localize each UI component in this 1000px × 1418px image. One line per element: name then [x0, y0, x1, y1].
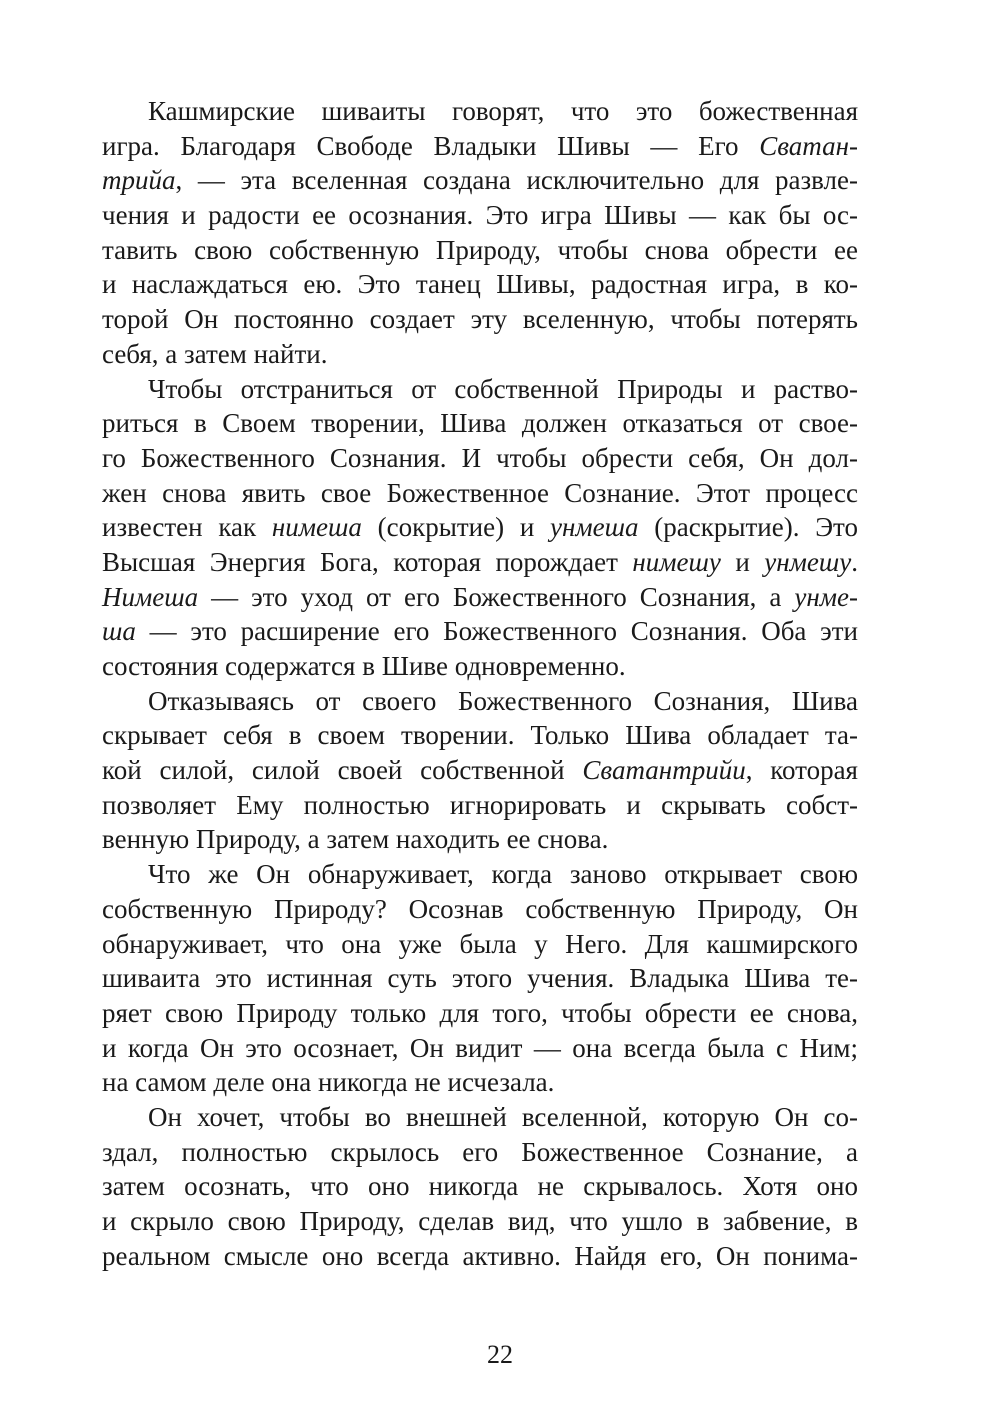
text-line — [102, 1239, 858, 1274]
text-line — [102, 1204, 858, 1239]
text-run: затем осознать, что оно никогда не скрывалось. Хотя оно — [102, 1171, 858, 1202]
text-line — [102, 94, 858, 129]
paragraph — [102, 372, 858, 684]
italic-term: унмешу — [764, 546, 852, 577]
text-line — [102, 267, 858, 302]
text-run: венную Природу, а затем находить ее снова. — [102, 824, 609, 855]
italic-term: унме- — [794, 581, 858, 612]
text-line — [102, 614, 858, 649]
text-run: торой Он постоянно создает эту вселенную, чтобы потерять — [102, 304, 858, 335]
text-line — [102, 580, 858, 615]
text-line — [102, 510, 858, 545]
text-line — [102, 233, 858, 268]
text-run: шиваита это истинная суть этого учения. Владыка Шива те- — [102, 963, 858, 994]
text-line — [102, 372, 858, 407]
text-line — [102, 822, 858, 857]
text-run: ряет свою Природу только для того, чтобы обрести ее снова, — [102, 997, 858, 1028]
text-run: Что же Он обнаруживает, когда заново открывает свою — [148, 859, 858, 890]
text-run: состояния содержатся в Шиве одновременно. — [102, 651, 626, 681]
italic-term: трийа — [102, 165, 176, 196]
text-run: Высшая Энергия Бога, которая порождает — [102, 546, 633, 577]
text-run: здал, полностью скрылось его Божественное Сознание, а — [102, 1136, 858, 1167]
text-line — [102, 753, 858, 788]
italic-term: Сватантрийи — [582, 755, 746, 786]
text-run: — это уход от его Божественного Сознания, а — [198, 581, 795, 612]
text-run: , — эта вселенная создана исключительно для развле- — [175, 165, 858, 196]
text-run: (раскрытие). Это — [638, 512, 858, 543]
text-line — [102, 441, 858, 476]
text-run: го Божественного Сознания. И чтобы обрести себя, Он дол- — [102, 442, 858, 473]
text-run: кой силой, силой своей собственной — [102, 755, 583, 786]
text-run: и — [720, 546, 765, 577]
text-line — [102, 129, 858, 164]
text-run: Отказываясь от своего Божественного Сознания, Шива — [148, 685, 858, 716]
text-line — [102, 1169, 858, 1204]
text-run: риться в Своем творении, Шива должен отказаться от свое- — [102, 408, 858, 439]
italic-term: Сватан- — [759, 130, 858, 161]
text-run: и наслаждаться ею. Это танец Шивы, радостная игра, в ко- — [102, 269, 858, 300]
text-run: и скрыло свою Природу, сделав вид, что ушло в забвение, в — [102, 1206, 858, 1236]
text-line — [102, 857, 858, 892]
text-line — [102, 1100, 858, 1135]
text-run: , которая — [745, 755, 858, 786]
text-run: . — [851, 546, 858, 577]
text-run: себя, а затем найти. — [102, 338, 328, 369]
text-line — [102, 996, 858, 1031]
text-run: реальном смысле оно всегда активно. Найдя его, Он понима- — [102, 1240, 858, 1271]
text-line — [102, 302, 858, 337]
text-line — [102, 337, 858, 372]
page-number: 22 — [487, 1340, 513, 1369]
text-run: жен снова явить свое Божественное Сознание. Этот процесс — [102, 477, 858, 508]
text-line — [102, 788, 858, 823]
text-line — [102, 892, 858, 927]
text-run: тавить свою собственную Природу, чтобы снова обрести ее — [102, 234, 858, 265]
italic-term: Нимеша — [102, 581, 199, 612]
page-body — [102, 94, 858, 1273]
text-line — [102, 649, 858, 684]
text-line — [102, 961, 858, 996]
text-line — [102, 1065, 858, 1100]
italic-term: унмеша — [550, 512, 639, 543]
text-line — [102, 476, 858, 511]
text-run: обнаруживает, что она уже была у Него. Для кашмирского — [102, 928, 858, 959]
text-line — [102, 198, 858, 233]
text-run: Чтобы отстраниться от собственной Природы и раство- — [148, 373, 858, 404]
paragraph — [102, 94, 858, 372]
text-run: — это расширение его Божественного Сознания. Оба эти — [135, 616, 858, 647]
text-run: на самом деле она никогда не исчезала. — [102, 1067, 555, 1098]
paragraph — [102, 857, 858, 1100]
text-run: позволяет Ему полностью игнорировать и скрывать собст- — [102, 789, 858, 820]
text-run: чения и радости ее осознания. Это игра Шивы — как бы ос- — [102, 200, 858, 231]
text-line — [102, 684, 858, 719]
text-line — [102, 545, 858, 580]
text-line — [102, 927, 858, 962]
text-run: (сокрытие) и — [361, 512, 551, 543]
text-run: известен как — [102, 512, 272, 543]
paragraph — [102, 684, 858, 857]
text-run: собственную Природу? Осознав собственную Природу, Он — [102, 893, 858, 924]
italic-term: ша — [102, 616, 136, 647]
text-line — [102, 718, 858, 753]
text-line — [102, 406, 858, 441]
italic-term: нимеша — [271, 512, 362, 543]
paragraph — [102, 1100, 858, 1273]
text-line — [102, 1135, 858, 1170]
italic-term: нимешу — [632, 546, 721, 577]
text-line — [102, 1031, 858, 1066]
text-line — [102, 163, 858, 198]
text-run: скрывает себя в своем творении. Только Шива обладает та- — [102, 720, 858, 751]
text-run: Он хочет, чтобы во внешней вселенной, которую Он со- — [148, 1101, 858, 1132]
text-run: и когда Он это осознает, Он видит — она всегда была с Ним; — [102, 1032, 858, 1063]
text-run: игра. Благодаря Свободе Владыки Шивы — Его — [102, 130, 760, 161]
text-run: Кашмирские шиваиты говорят, что это божественная — [148, 96, 858, 126]
